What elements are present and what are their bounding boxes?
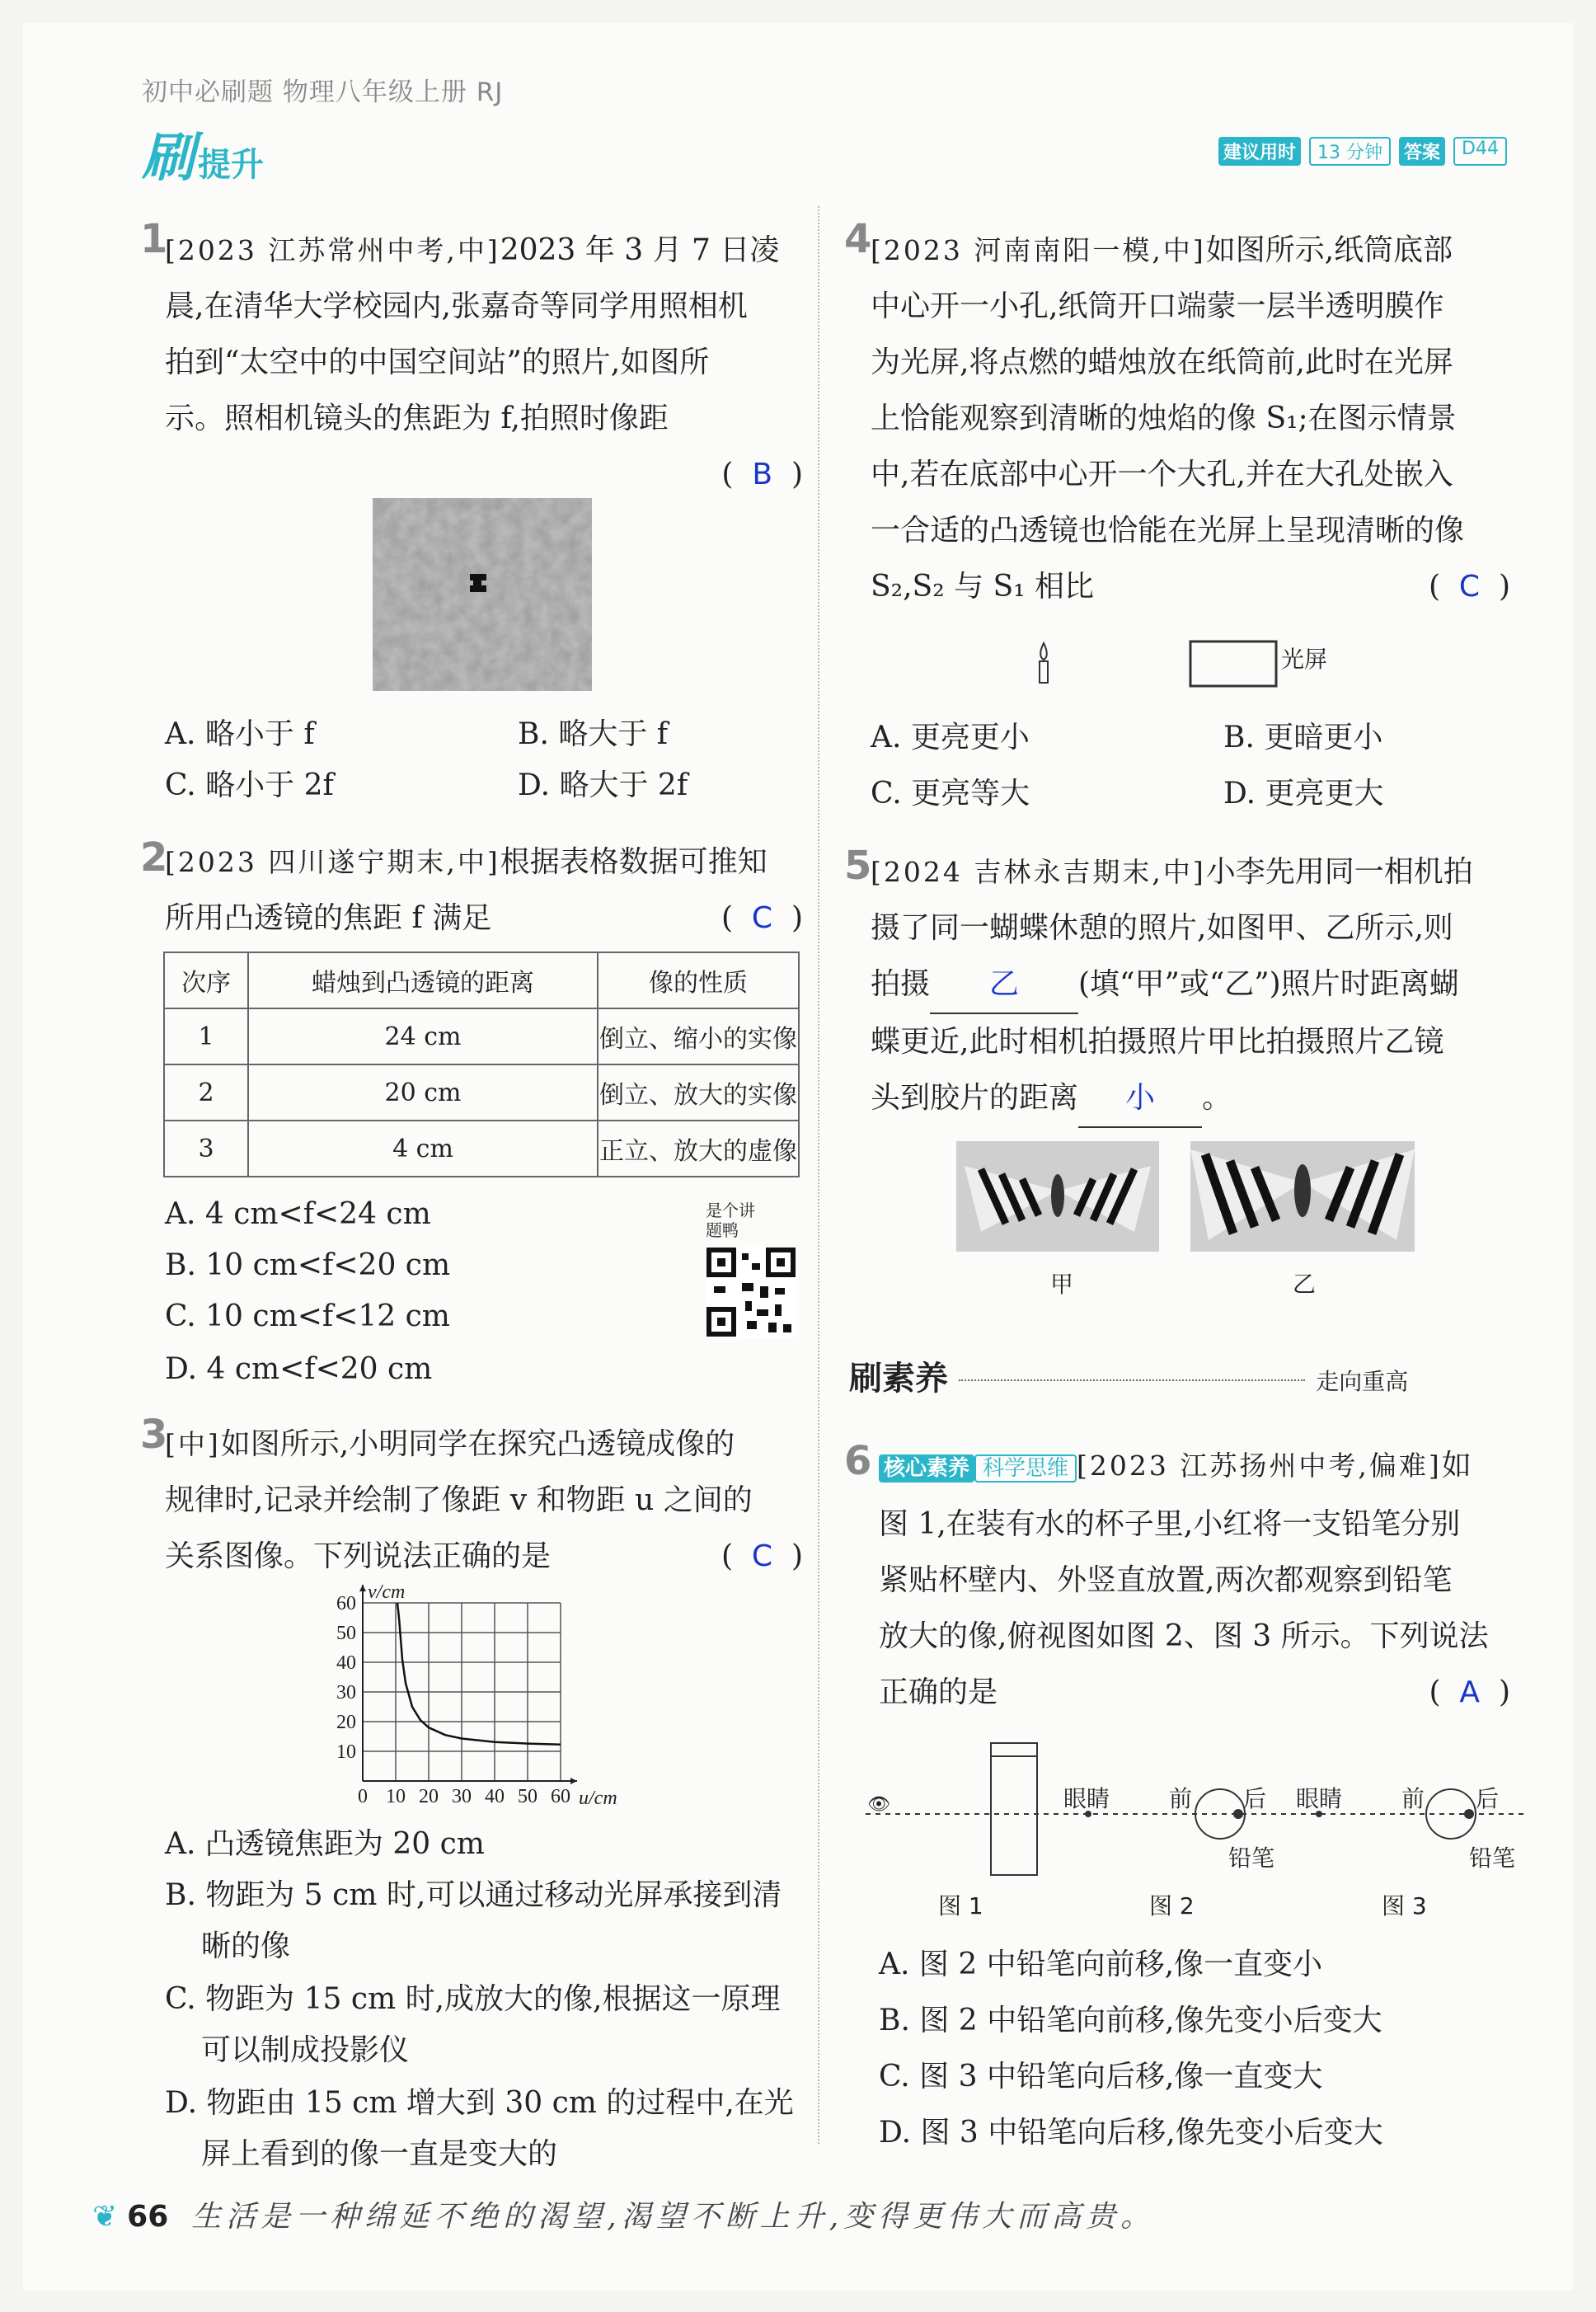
question-1 (165, 223, 803, 503)
page-number: 66 (127, 2200, 169, 2234)
table-row (164, 1008, 799, 1064)
option: C. 略小于 2f (165, 768, 334, 802)
question-text: 图 1,在装有水的杯子里,小红将一支铅笔分别 (879, 1507, 1461, 1541)
cup-pencil-figures (866, 1732, 1533, 1880)
cup (991, 1743, 1037, 1875)
front-label: 前 (1169, 1785, 1193, 1812)
time-label: 建议用时 (1218, 137, 1301, 166)
data-table (163, 952, 800, 1177)
qr-code-icon[interactable] (706, 1247, 796, 1337)
v-u-curve (397, 1603, 561, 1745)
section-rule (959, 1379, 1305, 1381)
eye-icon: 👁 (867, 1794, 890, 1815)
option: B. 略大于 f (518, 717, 669, 751)
tag-core: 核心素养 (879, 1454, 974, 1483)
question-text: S₂,S₂ 与 S₁ 相比 (871, 570, 1095, 604)
question-text: 拍到“太空中的中国空间站”的照片,如图所 (165, 345, 710, 379)
v-u-chart (313, 1567, 660, 1814)
option: 晰的像 (201, 1929, 291, 1963)
option: A. 4 cm<f<24 cm (165, 1197, 431, 1231)
question-text: 所用凸透镜的焦距 f 满足 (165, 901, 492, 935)
answer-page: D44 (1453, 137, 1507, 166)
option: B. 图 2 中铅笔向前移,像先变小后变大 (879, 2004, 1382, 2037)
question-number: 4 (844, 216, 872, 262)
paper-tube (1190, 641, 1276, 686)
section-right: 走向重高 (1316, 1368, 1409, 1395)
question-text: 如图所示,纸筒底部 (1205, 233, 1453, 267)
option: A. 略小于 f (165, 717, 315, 751)
x-tick-label: 50 (518, 1786, 537, 1807)
answer: C (1458, 570, 1481, 604)
question-3 (165, 1417, 803, 1585)
question-text: 晨,在清华大学校园内,张嘉奇等同学用照相机 (165, 289, 748, 323)
x-tick-label: 30 (452, 1786, 472, 1807)
question-6 (879, 1438, 1510, 1721)
answer: B (752, 458, 773, 491)
table-row (164, 1121, 799, 1177)
answer-paren: ( C ) (721, 901, 803, 935)
answer-paren: ( A ) (1429, 1675, 1510, 1709)
question-source: [中] (165, 1428, 221, 1460)
table-cell: 20 cm (248, 1064, 598, 1121)
option: A. 凸透镜焦距为 20 cm (165, 1827, 485, 1861)
question-5 (871, 844, 1510, 1128)
table-header-row (164, 952, 799, 1008)
front-label: 前 (1401, 1785, 1425, 1812)
answer-blank-2: 小 (1078, 1070, 1202, 1128)
section-title: 刷素养 (849, 1360, 948, 1398)
logo-main: 刷 (142, 128, 195, 189)
flame-icon (1040, 643, 1047, 660)
table-header: 蜡烛到凸透镜的距离 (248, 952, 598, 1008)
question-text: 上恰能观察到清晰的烛焰的像 S₁;在图示情景 (871, 402, 1457, 435)
screen-label: 光屏 (1281, 646, 1328, 673)
option: D. 物距由 15 cm 增大到 30 cm 的过程中,在光 (165, 2086, 794, 2120)
question-2 (165, 834, 803, 947)
question-text: 根据表格数据可推知 (500, 845, 767, 879)
table-cell: 倒立、放大的实像 (598, 1064, 799, 1121)
question-text: 。 (1202, 1081, 1232, 1115)
question-text: 放大的像,俯视图如图 2、图 3 所示。下列说法 (879, 1619, 1489, 1653)
leaf-icon: ❦ (92, 2200, 123, 2234)
table-cell: 2 (164, 1064, 248, 1121)
option: C. 10 cm<f<12 cm (165, 1299, 450, 1333)
table-cell: 3 (164, 1121, 248, 1177)
table-cell: 24 cm (248, 1008, 598, 1064)
question-text: 规律时,记录并绘制了像距 v 和物距 u 之间的 (165, 1483, 753, 1517)
question-text: 拍摄 (871, 967, 931, 1001)
option: A. 更亮更小 (871, 721, 1030, 754)
y-tick-label: 30 (336, 1682, 356, 1703)
candle-icon (1040, 661, 1048, 683)
question-text: 中,若在底部中心开一个大孔,并在大孔处嵌入 (871, 458, 1453, 491)
y-axis-label: v/cm (368, 1581, 406, 1603)
back-label: 后 (1476, 1785, 1500, 1812)
figure-label: 图 1 (938, 1892, 983, 1920)
x-tick-label: 60 (551, 1786, 570, 1807)
question-number: 6 (844, 1438, 872, 1484)
option: D. 图 3 中铅笔向后移,像先变小后变大 (879, 2116, 1383, 2150)
qr-label: 是个讲题鸭 (706, 1201, 755, 1240)
y-tick-label: 10 (336, 1741, 356, 1763)
section-header (849, 1352, 1509, 1399)
x-tick-label: 20 (419, 1786, 439, 1807)
answer: C (751, 901, 773, 935)
question-text: 摄了同一蝴蝶休憩的照片,如图甲、乙所示,则 (871, 911, 1453, 945)
question-text: 正确的是 (879, 1675, 998, 1709)
answer-blank-1: 乙 (930, 956, 1078, 1014)
logo-sub: 提升 (198, 146, 264, 184)
question-source: [2023 河南南阳一模,中] (871, 234, 1206, 266)
table-header: 像的性质 (598, 952, 799, 1008)
option: B. 10 cm<f<20 cm (165, 1248, 451, 1282)
option: B. 更暗更小 (1223, 721, 1383, 754)
figure-label: 图 3 (1382, 1892, 1427, 1920)
question-text: 如图所示,小明同学在探究凸透镜成像的 (220, 1427, 735, 1461)
table-cell: 倒立、缩小的实像 (598, 1008, 799, 1064)
question-text: 示。照相机镜头的焦距为 f,拍照时像距 (165, 402, 669, 435)
answer: A (1459, 1675, 1481, 1709)
space-station-photo (373, 498, 592, 691)
x-tick-label: 0 (358, 1786, 368, 1807)
time-value: 13 分钟 (1309, 137, 1391, 166)
answer-label: 答案 (1399, 137, 1445, 166)
question-text: 如 (1441, 1449, 1472, 1483)
tag-thinking: 科学思维 (974, 1454, 1077, 1483)
table-cell: 正立、放大的虚像 (598, 1121, 799, 1177)
question-text: 小李先用同一相机拍 (1205, 855, 1473, 889)
question-4 (871, 223, 1510, 615)
table-cell: 4 cm (248, 1121, 598, 1177)
option: B. 物距为 5 cm 时,可以通过移动光屏承接到清 (165, 1878, 782, 1912)
question-source: [2023 四川遂宁期末,中] (165, 846, 500, 878)
table-row (164, 1064, 799, 1121)
option: 可以制成投影仪 (201, 2033, 410, 2067)
question-number: 2 (140, 834, 168, 881)
question-text: 为光屏,将点燃的蜡烛放在纸筒前,此时在光屏 (871, 345, 1453, 379)
answer-paren: ( B ) (721, 458, 803, 491)
question-text: 一合适的凸透镜也恰能在光屏上呈现清晰的像 (871, 514, 1465, 547)
option: 屏上看到的像一直是变大的 (201, 2137, 558, 2171)
option: D. 略大于 2f (518, 768, 688, 802)
question-number: 3 (140, 1412, 168, 1458)
table-header: 次序 (164, 952, 248, 1008)
photo-label: 乙 (1293, 1271, 1317, 1298)
question-source: [2024 吉林永吉期末,中] (871, 856, 1206, 888)
question-source: [2023 江苏常州中考,中] (165, 234, 500, 266)
pinhole-diagram (1035, 640, 1283, 693)
butterfly-photo-b (1190, 1141, 1415, 1252)
eye-label: 眼睛 (1063, 1785, 1110, 1812)
question-text: 紧贴杯壁内、外竖直放置,两次都观察到铅笔 (879, 1563, 1453, 1597)
y-tick-label: 60 (336, 1593, 356, 1614)
option: D. 4 cm<f<20 cm (165, 1352, 433, 1386)
answer-paren: ( C ) (1428, 570, 1510, 604)
y-tick-label: 50 (336, 1623, 356, 1644)
x-axis-arrow (570, 1778, 577, 1784)
x-tick-label: 40 (485, 1786, 505, 1807)
pencil-label: 铅笔 (1469, 1844, 1516, 1872)
question-text: 头到胶片的距离 (871, 1081, 1079, 1115)
y-tick-label: 20 (336, 1712, 356, 1733)
eye-label: 眼睛 (1296, 1785, 1343, 1812)
y-axis-arrow (359, 1585, 366, 1591)
series-title: 初中必刷题 物理八年级上册 RJ (142, 78, 504, 107)
question-text: 蝶更近,此时相机拍摄照片甲比拍摄照片乙镜 (871, 1025, 1444, 1059)
option: D. 更亮更大 (1223, 777, 1384, 811)
question-text: 中心开一小孔,纸筒开口端蒙一层半透明膜作 (871, 289, 1444, 323)
figure-label: 图 2 (1149, 1892, 1195, 1920)
option: C. 图 3 中铅笔向后移,像一直变大 (879, 2060, 1323, 2093)
option: C. 物距为 15 cm 时,成放大的像,根据这一原理 (165, 1982, 781, 2016)
answer: C (751, 1539, 773, 1573)
question-number: 5 (844, 843, 872, 889)
pencil-label: 铅笔 (1228, 1844, 1275, 1872)
question-number: 1 (140, 216, 168, 262)
x-tick-label: 10 (386, 1786, 406, 1807)
question-text: 关系图像。下列说法正确的是 (165, 1539, 552, 1573)
answer-paren: ( C ) (721, 1539, 803, 1573)
butterfly-photo-a (956, 1141, 1159, 1252)
x-axis-label: u/cm (579, 1788, 617, 1809)
section-logo (142, 115, 264, 191)
footer (92, 2193, 1155, 2235)
back-label: 后 (1243, 1785, 1267, 1812)
table-cell: 1 (164, 1008, 248, 1064)
column-divider (818, 206, 819, 2144)
time-info (1218, 137, 1507, 166)
option: C. 更亮等大 (871, 777, 1030, 811)
question-source: [2023 江苏扬州中考,偏难] (1077, 1450, 1442, 1482)
question-text: 2023 年 3 月 7 日凌 (500, 233, 780, 267)
y-tick-label: 40 (336, 1652, 356, 1674)
option: A. 图 2 中铅笔向前移,像一直变小 (879, 1948, 1323, 1981)
photo-label: 甲 (1050, 1271, 1074, 1298)
question-text: (填“甲”或“乙”)照片时距离蝴 (1078, 967, 1459, 1001)
footer-motto: 生活是一种绵延不绝的渴望,渴望不断上升,变得更伟大而高贵。 (191, 2200, 1156, 2234)
